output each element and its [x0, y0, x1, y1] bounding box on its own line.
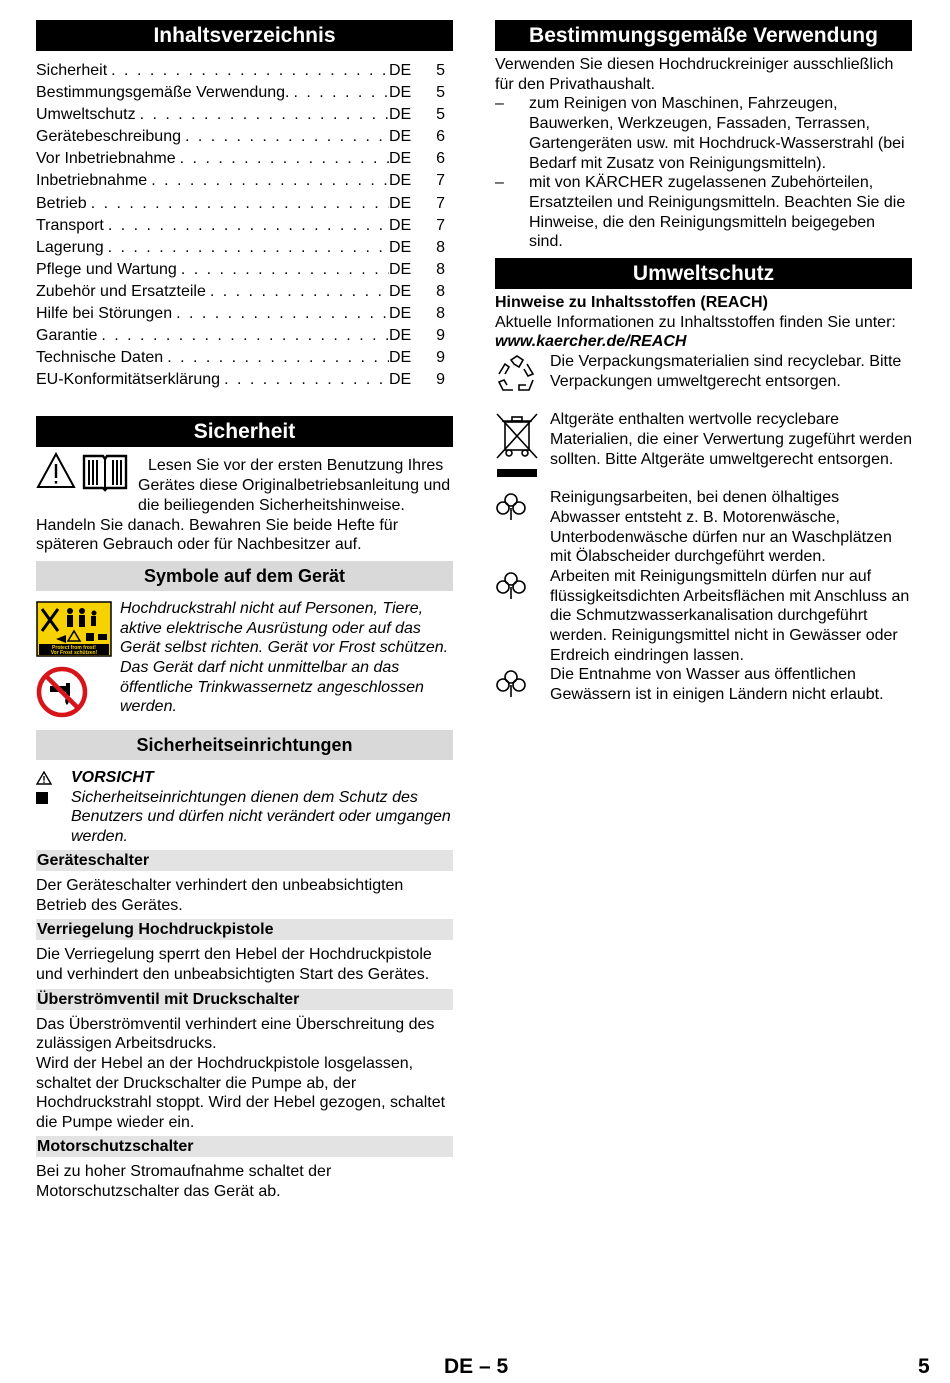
warning-manual-icons: [36, 452, 130, 496]
environment-leaf-icon: [495, 567, 527, 601]
frost-label-en: Protect from frost!: [52, 644, 96, 651]
reach-heading: Hinweise zu Inhaltsstoffen (REACH): [495, 294, 768, 312]
toc-leader-dots: [136, 104, 389, 126]
toc-entry[interactable]: [36, 104, 453, 126]
no-drinking-water-icon: [36, 666, 88, 718]
motor-protection-heading: Motorschutzschalter: [36, 1136, 453, 1157]
gun-lock-text: Die Verriegelung sperrt den Hebel der Hochdruckpistole und verhindert den unbeabsichtigten Start des Gerätes.: [36, 946, 432, 983]
toc-entry[interactable]: [36, 82, 453, 104]
toc-leader-dots: [147, 170, 389, 192]
intended-use-item-1: – zum Reinigen von Maschinen, Fahrzeugen, Bauwerken, Werkzeugen, Fassaden, Terrassen, Gartengeräten usw. mit Hochdruck-Wasserstrahl (bei Bedarf mit Zusatz von Reinigungsmitteln).: [495, 95, 905, 172]
toc-entry-title: Umweltschutz: [36, 106, 136, 124]
right-column: [495, 20, 912, 705]
toc-entry-page: 8: [436, 238, 445, 256]
toc-leader-dots: [176, 148, 389, 170]
toc-entry[interactable]: [36, 193, 453, 215]
left-column: [36, 20, 453, 1201]
toc-entry-lang: DE: [389, 106, 412, 124]
toc-entry-page: 7: [436, 216, 445, 234]
intended-use-heading: Bestimmungsgemäße Verwendung: [495, 20, 912, 51]
safety-devices-heading: Sicherheitseinrichtungen: [36, 730, 453, 760]
toc-leader-dots: [172, 303, 389, 325]
gun-lock-heading: Verriegelung Hochdruckpistole: [36, 919, 453, 940]
toc-entry-lang: DE: [389, 172, 412, 190]
toc-entry[interactable]: [36, 259, 453, 281]
toc-leader-dots: [181, 126, 389, 148]
toc-entry[interactable]: [36, 148, 453, 170]
toc-entry-page: 5: [436, 106, 445, 124]
caution-triangle-icon: [36, 771, 52, 785]
toc-entry-title: EU-Konformitätserklärung: [36, 371, 221, 389]
toc-leader-dots: [104, 237, 389, 259]
toc-entry-lang: DE: [389, 371, 412, 389]
packaging-recycle-row: [495, 352, 912, 394]
toc-entry[interactable]: [36, 325, 453, 347]
reach-text: Aktuelle Informationen zu Inhaltsstoffen finden Sie unter:: [495, 313, 896, 331]
toc-leader-dots: [206, 281, 389, 303]
toc-leader-dots: [289, 82, 389, 104]
caution-item: [36, 788, 453, 847]
toc-leader-dots: [107, 60, 389, 82]
toc-leader-dots: [97, 325, 389, 347]
toc-entry-title: Inbetriebnahme: [36, 172, 148, 190]
toc-entry-title: Gerätebeschreibung: [36, 128, 181, 146]
caution-label: VORSICHT: [71, 769, 154, 787]
toc-entry-lang: DE: [389, 84, 412, 102]
safety-intro-text: Lesen Sie vor der ersten Benutzung Ihres Gerätes diese Originalbetriebsanleitung und die beiliegenden Sicherheitshinweise. Handeln Sie danach. Bewahren Sie beide Hefte für späteren Gebrauch oder für Nachbesitzer auf.: [36, 457, 451, 554]
crossed-bin-icon: [495, 412, 539, 488]
symbol-no-drinking-water-text: Das Gerät darf nicht unmittelbar an das öffentliche Trinkwassernetz angeschlossen werden.: [120, 659, 424, 716]
toc-entry-page: 5: [436, 62, 445, 79]
toc-leader-dots: [87, 193, 389, 215]
toc-entry-title: Technische Daten: [36, 349, 164, 367]
toc-entry-title: Lagerung: [36, 238, 104, 256]
manual-book-icon: [82, 452, 128, 492]
recycle-icon: [495, 354, 539, 394]
warning-triangle-icon: [36, 452, 76, 490]
toc-entry-title: Pflege und Wartung: [36, 260, 177, 278]
caution-row: [36, 768, 453, 788]
overflow-valve-text-2: Wird der Hebel an der Hochdruckpistole losgelassen, schaltet der Druckschalter die Pumpe ab, der Hochdruckstrahl stoppt. Wird der Hebel gezogen, schaltet die Pumpe wieder ein.: [36, 1055, 446, 1132]
symbol-pressure-jet-text: Hochdruckstrahl nicht auf Personen, Tiere, aktive elektrische Ausrüstung oder auf das Gerät selbst richten. Gerät vor Frost schützen.: [120, 599, 449, 657]
page-label: DE – 5: [444, 1355, 509, 1378]
environment-heading: Umweltschutz: [495, 258, 912, 289]
toc-entry-page: 9: [436, 349, 445, 367]
toc-entry-lang: DE: [389, 238, 412, 256]
toc-entry-lang: DE: [389, 305, 412, 323]
device-switch-text: Der Geräteschalter verhindert den unbeabsichtigten Betrieb des Gerätes.: [36, 876, 404, 914]
toc-entry[interactable]: [36, 237, 453, 259]
toc-entry-title: Vor Inbetriebnahme: [36, 150, 176, 168]
toc-entry-lang: DE: [389, 349, 412, 367]
environment-note-3: Die Entnahme von Wasser aus öffentlichen Gewässern ist in einigen Ländern nicht erlaubt.: [495, 665, 912, 704]
toc-entry[interactable]: [36, 170, 453, 192]
safety-heading: Sicherheit: [36, 416, 453, 447]
toc-entry[interactable]: [36, 281, 453, 303]
motor-protection-text: Bei zu hoher Stromaufnahme schaltet der Motorschutzschalter das Gerät ab.: [36, 1162, 332, 1200]
toc-entry[interactable]: [36, 60, 453, 82]
symbols-heading: Symbole auf dem Gerät: [36, 561, 453, 591]
toc-entry-lang: DE: [389, 62, 412, 79]
table-of-contents: [36, 60, 453, 391]
weee-text: Altgeräte enthalten wertvolle recyclebare Materialien, die einer Verwertung zugeführt werden sollten. Bitte Altgeräte umweltgerecht entsorgen.: [550, 411, 912, 468]
intended-use-intro: Verwenden Sie diesen Hochdruckreiniger ausschließlich für den Privathaushalt.: [495, 56, 894, 93]
toc-entry-page: 6: [436, 128, 445, 146]
symbol-no-drinking-water: [36, 658, 453, 718]
intended-use-item-2: – mit von KÄRCHER zugelassenen Zubehörteilen, Ersatzteilen und Reinigungsmitteln. Beachten Sie die Hinweise, die den Reinigungsmitteln beigegeben sind.: [495, 174, 906, 251]
safety-intro: [36, 456, 453, 555]
toc-entry-page: 8: [436, 260, 445, 278]
weee-row: [495, 410, 912, 488]
overflow-valve-text-1: Das Überströmventil verhindert eine Überschreitung des zulässigen Arbeitsdrucks.: [36, 1015, 435, 1053]
environment-note-1: Reinigungsarbeiten, bei denen ölhaltiges Abwasser entsteht z. B. Motorenwäsche, Unterbodenwäsche dürfen nur an Waschplätzen mit Ölabscheider durchgeführt werden.: [495, 488, 912, 567]
environment-leaf-icon: [495, 488, 527, 522]
overflow-valve-heading: Überströmventil mit Druckschalter: [36, 989, 453, 1010]
toc-entry-lang: DE: [389, 282, 412, 300]
toc-entry[interactable]: [36, 215, 453, 237]
toc-entry-title: Hilfe bei Störungen: [36, 305, 173, 323]
toc-entry-page: 6: [436, 150, 445, 168]
toc-leader-dots: [163, 347, 389, 369]
toc-entry-title: Bestimmungsgemäße Verwendung.: [36, 84, 290, 102]
toc-entry-title: Betrieb: [36, 194, 87, 212]
toc-entry-lang: DE: [389, 216, 412, 234]
toc-entry-title: Zubehör und Ersatzteile: [36, 282, 206, 300]
symbol-pressure-jet: [36, 599, 453, 658]
toc-heading: Inhaltsverzeichnis: [36, 20, 453, 51]
pressure-jet-frost-icon: [36, 601, 112, 657]
toc-entry-title: Sicherheit: [36, 62, 108, 79]
toc-leader-dots: [220, 369, 389, 391]
environment-leaf-icon: [495, 665, 527, 699]
toc-entry-page: 9: [436, 371, 445, 389]
toc-entry[interactable]: [36, 126, 453, 148]
toc-entry[interactable]: [36, 369, 453, 391]
toc-entry[interactable]: [36, 347, 453, 369]
toc-entry-title: Transport: [36, 216, 104, 234]
page-number: 5: [918, 1355, 930, 1378]
environment-note-2: Arbeiten mit Reinigungsmitteln dürfen nur auf flüssigkeitsdichten Arbeitsflächen mit Anschluss an die Schmutzwasserkanalisation durchgeführt werden. Reinigungsmittel nicht in Gewässer oder Erdreich eindringen lassen.: [495, 567, 912, 666]
frost-label-de: Vor Frost schützen!: [50, 649, 98, 656]
device-switch-heading: Geräteschalter: [36, 850, 453, 871]
reach-link[interactable]: www.kaercher.de/REACH: [495, 333, 687, 351]
toc-entry-page: 8: [436, 305, 445, 323]
toc-entry-lang: DE: [389, 128, 412, 146]
packaging-recycle-text: Die Verpackungsmaterialien sind recyclebar. Bitte Verpackungen umweltgerecht entsorgen.: [550, 353, 902, 390]
toc-entry-page: 8: [436, 282, 445, 300]
toc-entry-lang: DE: [389, 260, 412, 278]
toc-entry-page: 7: [436, 194, 445, 212]
toc-entry[interactable]: [36, 303, 453, 325]
toc-entry-lang: DE: [389, 194, 412, 212]
caution-text: Sicherheitseinrichtungen dienen dem Schutz des Benutzers und dürfen nicht verändert oder umgangen werden.: [71, 788, 451, 846]
toc-entry-lang: DE: [389, 327, 412, 345]
toc-entry-title: Garantie: [36, 327, 98, 345]
toc-entry-lang: DE: [389, 150, 412, 168]
toc-leader-dots: [177, 259, 389, 281]
bullet-square-icon: [36, 792, 48, 804]
toc-entry-page: 5: [436, 84, 445, 102]
toc-entry-page: 7: [436, 172, 445, 190]
toc-entry-page: 9: [436, 327, 445, 345]
toc-leader-dots: [104, 215, 389, 237]
